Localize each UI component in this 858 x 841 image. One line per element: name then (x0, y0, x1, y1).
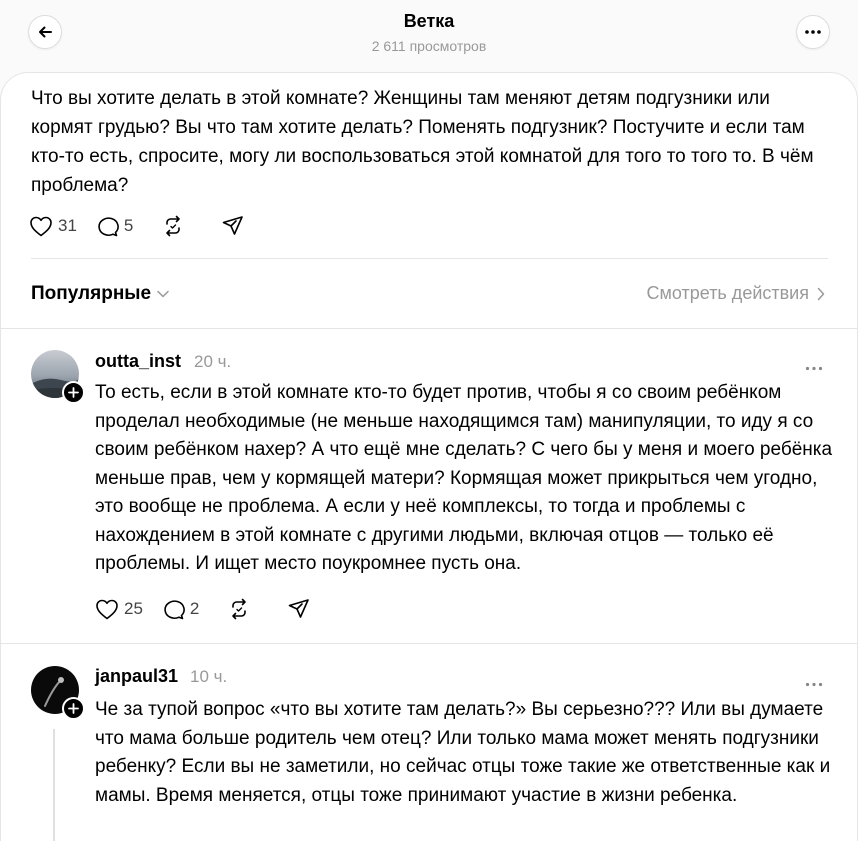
speech-bubble-icon (161, 598, 185, 620)
view-activity-label: Смотреть действия (646, 283, 809, 303)
like-button[interactable] (95, 598, 143, 620)
thread-panel (0, 72, 858, 841)
comment-username[interactable]: outta_inst (95, 351, 182, 371)
top-bar (0, 0, 858, 72)
follow-button[interactable] (62, 381, 85, 404)
comment-time: 20 ч. (194, 352, 232, 371)
comment-more-button[interactable] (805, 674, 823, 692)
divider (31, 258, 828, 259)
chevron-down-icon (157, 290, 169, 298)
comment-time: 10 ч. (190, 667, 228, 686)
like-count: 31 (58, 216, 77, 235)
like-button[interactable] (29, 215, 77, 237)
reply-count: 5 (123, 216, 134, 235)
divider (1, 643, 858, 644)
like-count: 25 (124, 599, 143, 618)
divider (1, 328, 858, 329)
comment-username[interactable]: janpaul31 (95, 666, 179, 686)
comment-actions (95, 598, 329, 620)
plus-icon (68, 387, 79, 398)
post-text: Что вы хотите делать в этой комнате? Женщины там меняют детям подгузники или кормят грудью? Вы что там хотите делать? Поменять подгузник? Постучите и если там кто-то есть, спросите, могу ли воспользоваться этой комнатой для того то того то. В чём проблема? (31, 88, 814, 196)
repost-icon (227, 598, 251, 620)
thread-line (53, 729, 55, 841)
send-icon (287, 598, 311, 620)
comment-avatar[interactable] (31, 666, 79, 714)
sort-label: Популярные (31, 283, 152, 304)
heart-icon (29, 215, 53, 237)
view-count: 2 611 просмотров (371, 38, 487, 54)
ellipsis-icon (804, 29, 822, 35)
more-options-button[interactable] (796, 15, 830, 49)
reply-count: 2 (189, 599, 200, 618)
repost-icon (161, 215, 185, 237)
sort-dropdown[interactable] (31, 283, 169, 305)
plus-icon (68, 703, 79, 714)
reply-button[interactable] (95, 215, 133, 237)
chevron-right-icon (817, 287, 825, 301)
repost-button[interactable] (227, 598, 251, 620)
reply-button[interactable] (161, 598, 199, 620)
follow-button[interactable] (62, 697, 85, 720)
heart-icon (95, 598, 119, 620)
ellipsis-icon (805, 366, 823, 371)
share-button[interactable] (221, 215, 245, 237)
speech-bubble-icon (95, 215, 119, 237)
comment-more-button[interactable] (805, 358, 823, 376)
page-title: Ветка (403, 11, 455, 31)
comment-avatar[interactable] (31, 350, 79, 398)
ellipsis-icon (805, 682, 823, 687)
view-activity-link[interactable] (647, 283, 825, 304)
post-actions (29, 215, 263, 237)
share-button[interactable] (287, 598, 311, 620)
comment-text: Че за тупой вопрос «что вы хотите там делать?» Вы серьезно??? Или вы думаете что мама больше родитель чем отец? Или только мама может менять подгузники ребенку? Если вы не заметили, но сейчас отцы тоже такие же ответственные как и мамы. Время меняется, отцы тоже принимают участие в жизни ребенка. (95, 699, 831, 806)
comment-text: То есть, если в этой комнате кто-то будет против, чтобы я со своим ребёнком проделал необходимые (не меньше находящимся там) манипуляции, то иду я со своим ребёнком нахер? А что ещё мне сделать? С чего бы у меня и моего ребёнка меньше прав, чем у кормящей матери? Кормящая может прикрыться чем угодно, это вообще не проблема. А если у неё комплексы, то тогда и проблемы с нахождением в этой комнате с другими людьми, включая отцов — только её проблемы. И ищет место поукромнее пусть она. (95, 382, 833, 574)
repost-button[interactable] (161, 215, 185, 237)
send-icon (221, 215, 245, 237)
